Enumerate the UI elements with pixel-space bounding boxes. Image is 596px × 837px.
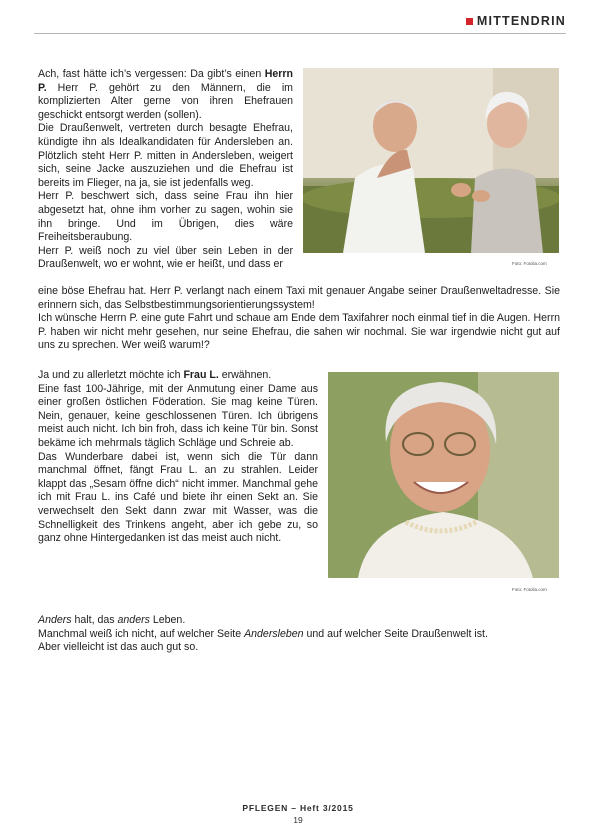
paragraph-intro: Ach, fast hätte ich’s vergessen: Da gibt’s einen: [38, 68, 265, 80]
paragraph: Herr P. beschwert sich, dass seine Frau ihn hier abgesetzt hat, ohne ihm vorher zu sagen, wohin sie ihn bringe. Und im Übrigen, dies wäre Freiheitsberaubung.: [38, 190, 293, 244]
paragraph: Die Draußenwelt, vertreten durch besagte Ehefrau, kündigte ihn als Idealkandidaten für Andersleben an. Plötzlich steht Herr P. mitten in Andersleben, weigert sich, seine Jacke auszuziehen und die Ehefrau ist bereits im Flieger, na ja, sie ist jedenfalls weg.: [38, 122, 293, 189]
elderly-woman-illustration: [328, 372, 559, 578]
header-rule: [34, 33, 566, 34]
couple-photo: [303, 68, 559, 253]
article-block-herr-p: [38, 68, 293, 272]
emphasis: anders: [117, 614, 150, 626]
paragraph: Das Wunderbare dabei ist, wenn sich die Tür dann manchmal öffnet, fängt Frau L. an zu strahlen. Leider klappt das „Sesam öffne dich“ nicht immer. Manchmal gehe ich mit Frau L. ins Café und biete ihr einen Sekt an. Sie verwechselt den Sekt dann zwar mit Wasser, was die Schnelligkeit des Trinkens angeht, aber ich gebe zu, so ganz ohne Hintergedanken ist das meist auch nicht.: [38, 450, 318, 545]
person-name: Frau L.: [183, 369, 219, 381]
paragraph: eine böse Ehefrau hat. Herr P. verlangt nach einem Taxi mit genauer Angabe seiner Draußenweltadresse. Sie erinnern sich, das Selbstbestimmungsorientierungssystem!: [38, 285, 560, 311]
magazine-footer: PFLEGEN – Heft 3/2015: [242, 803, 354, 813]
closing-line: Aber vielleicht ist das auch gut so.: [38, 641, 199, 654]
section-title: MITTENDRIN: [476, 14, 566, 28]
closing-line: [38, 614, 560, 628]
photo-credit: Foto: Fotolia.com: [512, 587, 547, 592]
photo-credit: Foto: Fotolia.com: [512, 261, 547, 266]
red-square-icon: [466, 18, 473, 25]
emphasis: Andersleben: [244, 627, 304, 640]
paragraph-intro: Ja und zu allerletzt möchte ich: [38, 369, 184, 381]
closing-text: und auf welcher Seite Draußenwelt ist.: [303, 627, 488, 640]
article-block-herr-p-continued: [38, 285, 560, 353]
paragraph-rest: erwähnen.: [218, 369, 272, 381]
closing-text: Manchmal weiß ich nicht, auf welcher Seite: [38, 627, 245, 640]
emphasis: Anders: [38, 614, 72, 626]
article-block-frau-l: [38, 369, 318, 546]
paragraph: [38, 369, 318, 383]
paragraph: Ich wünsche Herrn P. eine gute Fahrt und schaue am Ende dem Taxifahrer noch einmal tief in die Augen. Herrn P. haben wir nicht mehr gesehen, nur seine Ehefrau, die sahen wir nochmal. Sie war irgendwie nicht gut auf uns zu sprechen. Wer weiß warum!?: [38, 312, 560, 352]
paragraph: Eine fast 100-Jährige, mit der Anmutung einer Dame aus einer großen östlichen Föderation. Sie mag keine Türen. Nein, genauer, keine geschlossenen Türen. Ich übrigens meist auch nicht. Ich bin froh, dass ich keine Tür bin. Sonst bekäme ich mehrmals täglich Schläge und Schreie ab.: [38, 382, 318, 449]
couple-photo-illustration: [303, 68, 559, 253]
person-name: Herrn P.: [38, 68, 293, 94]
paragraph: Herr P. weiß noch zu viel über sein Leben in der Draußenwelt, wo er wohnt, wie er heißt, und dass er: [38, 244, 293, 271]
section-header: [466, 14, 566, 28]
page-number: 19: [293, 815, 303, 825]
paragraph: [38, 68, 293, 122]
closing-line: [38, 628, 560, 642]
elderly-woman-photo: [328, 372, 559, 578]
paragraph-rest: Herr P. gehört zu den Männern, die im komplizierten Alter gerne von ihren Ehefrauen geschickt entsorgt werden (sollen).: [38, 81, 293, 121]
article-closing: [38, 614, 560, 655]
closing-text: halt, das: [71, 614, 118, 626]
closing-text: Leben.: [149, 614, 186, 626]
